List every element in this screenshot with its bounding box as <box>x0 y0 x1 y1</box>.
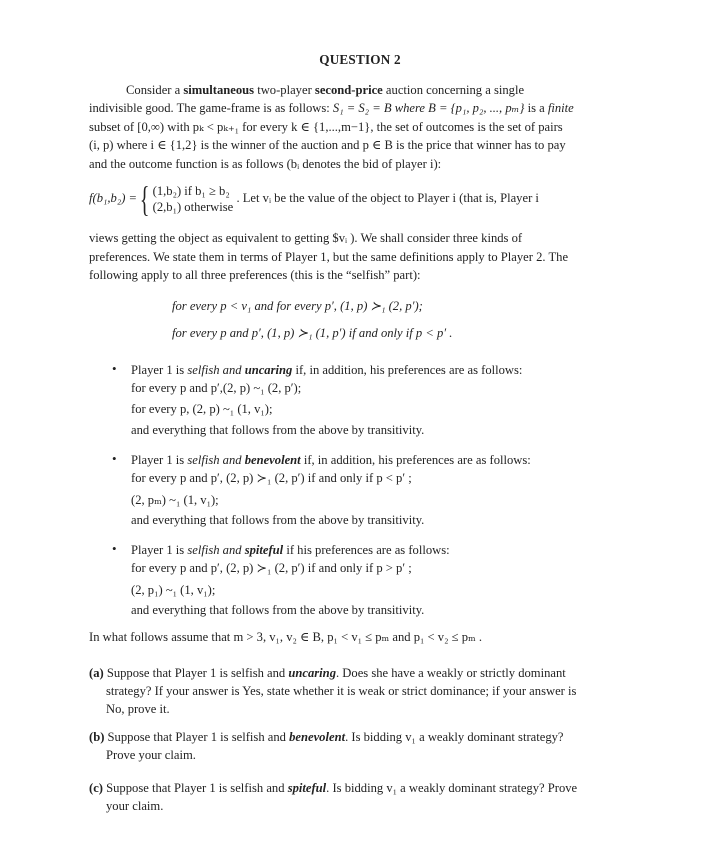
question-b-label: (b) <box>89 730 105 744</box>
question-b-line-2: Prove your claim. <box>106 748 196 762</box>
benevolent-definition <box>131 451 641 529</box>
benevolent-rule-1: for every p and p′, (2, p) ≻₁ (2, p′) if and only if p < p′ ; <box>131 471 412 485</box>
intro-paragraph <box>89 81 635 100</box>
intro-line-5: and the outcome function is as follows (bᵢ denotes the bid of player i): <box>89 156 442 171</box>
spiteful-intro: Player 1 is selfish and spiteful if his preferences are as follows: <box>131 543 450 557</box>
bullet-dot: • <box>112 541 117 556</box>
spiteful-definition <box>131 541 641 619</box>
bullet-dot: • <box>112 361 117 376</box>
brace-symbol: { <box>140 178 150 219</box>
uncaring-rule-3: and everything that follows from the above by transitivity. <box>131 423 425 437</box>
outcome-after-text: . Let vᵢ be the value of the object to Player i (that is, Player i <box>236 190 539 205</box>
benevolent-intro: Player 1 is selfish and benevolent if, in addition, his preferences are as follows: <box>131 453 531 467</box>
uncaring-definition <box>131 361 641 439</box>
selfish-rule-2: for every p and p′, (1, p) ≻₁ (1, p′) if and only if p < p′ . <box>172 326 453 340</box>
spiteful-rule-2: (2, p₁) ~₁ (1, v₁); <box>131 583 216 597</box>
uncaring-rule-2: for every p, (2, p) ~₁ (1, v₁); <box>131 402 273 416</box>
question-c-line-2: your claim. <box>106 799 164 813</box>
question-a-line-1: (a) Suppose that Player 1 is selfish and uncaring. Does she have a weakly or strictly dominant <box>89 666 566 680</box>
outcome-case-1: (1,b₂) if b₁ ≥ b₂ <box>152 184 230 198</box>
spiteful-rule-1: for every p and p′, (2, p) ≻₁ (2, p′) if and only if p > p′ ; <box>131 561 412 575</box>
assumptions-text: In what follows assume that m > 3, v₁, v₂ ∈ B, p₁ < v₁ ≤ pₘ and p₁ < v₂ ≤ pₘ . <box>89 630 483 644</box>
spiteful-rule-3: and everything that follows from the above by transitivity. <box>131 603 425 617</box>
question-a-line-3: No, prove it. <box>106 702 170 716</box>
outcome-case-2: (2,b₁) otherwise <box>152 200 234 214</box>
uncaring-rule-1: for every p and p′,(2, p) ~₁ (2, p′); <box>131 381 302 395</box>
question-b <box>89 728 637 764</box>
pref-line-1: views getting the object as equivalent to getting $vᵢ ). We shall consider three kinds of <box>89 231 523 245</box>
benevolent-rule-2: (2, pₘ) ~₁ (1, v₁); <box>131 493 219 507</box>
intro-line-3: subset of [0,∞) with pₖ < pₖ₊₁ for every k ∈ {1,...,m−1}, the set of outcomes is the set of pairs <box>89 119 563 134</box>
intro-line-4: (i, p) where i ∈ {1,2} is the winner of the auction and p ∈ B is the price that winner has to pay <box>89 138 566 153</box>
question-c <box>89 779 637 815</box>
question-c-label: (c) <box>89 781 103 795</box>
bullet-dot: • <box>112 451 117 466</box>
question-a-line-2: strategy? If your answer is Yes, state whether it is weak or strict dominance; if your answer is <box>106 684 577 698</box>
intro-line-2: indivisible good. The game-frame is as follows: S₁ = S₂ = B where B = {p₁, p₂, ..., pₘ} is a finite <box>89 101 574 115</box>
assumptions <box>89 628 635 647</box>
outcome-function <box>89 178 539 219</box>
selfish-rule-1: for every p < v₁ and for every p′, (1, p) ≻₁ (2, p′); <box>172 299 423 313</box>
pref-line-2: preferences. We state them in terms of Player 1, but the same definitions apply to Player 2. The <box>89 249 569 264</box>
benevolent-rule-3: and everything that follows from the above by transitivity. <box>131 513 425 527</box>
uncaring-intro: Player 1 is selfish and uncaring if, in addition, his preferences are as follows: <box>131 363 523 377</box>
outcome-cases <box>153 183 234 215</box>
question-c-line-1: (c) Suppose that Player 1 is selfish and spiteful. Is bidding v₁ a weakly dominant strategy? Prove <box>89 781 578 795</box>
preferences-paragraph <box>89 229 639 285</box>
intro-line-1: Consider a simultaneous two-player second-price auction concerning a single <box>126 83 525 97</box>
intro-paragraph-cont <box>89 99 635 173</box>
pref-line-3: following apply to all three preferences (this is the “selfish” part): <box>89 268 421 283</box>
question-b-line-1: (b) Suppose that Player 1 is selfish and benevolent. Is bidding v₁ a weakly dominant strategy? <box>89 730 564 744</box>
question-a-label: (a) <box>89 666 104 680</box>
outcome-lhs: f(b₁,b₂) = <box>89 190 138 205</box>
question-a <box>89 664 637 718</box>
question-heading: QUESTION 2 <box>319 52 401 67</box>
